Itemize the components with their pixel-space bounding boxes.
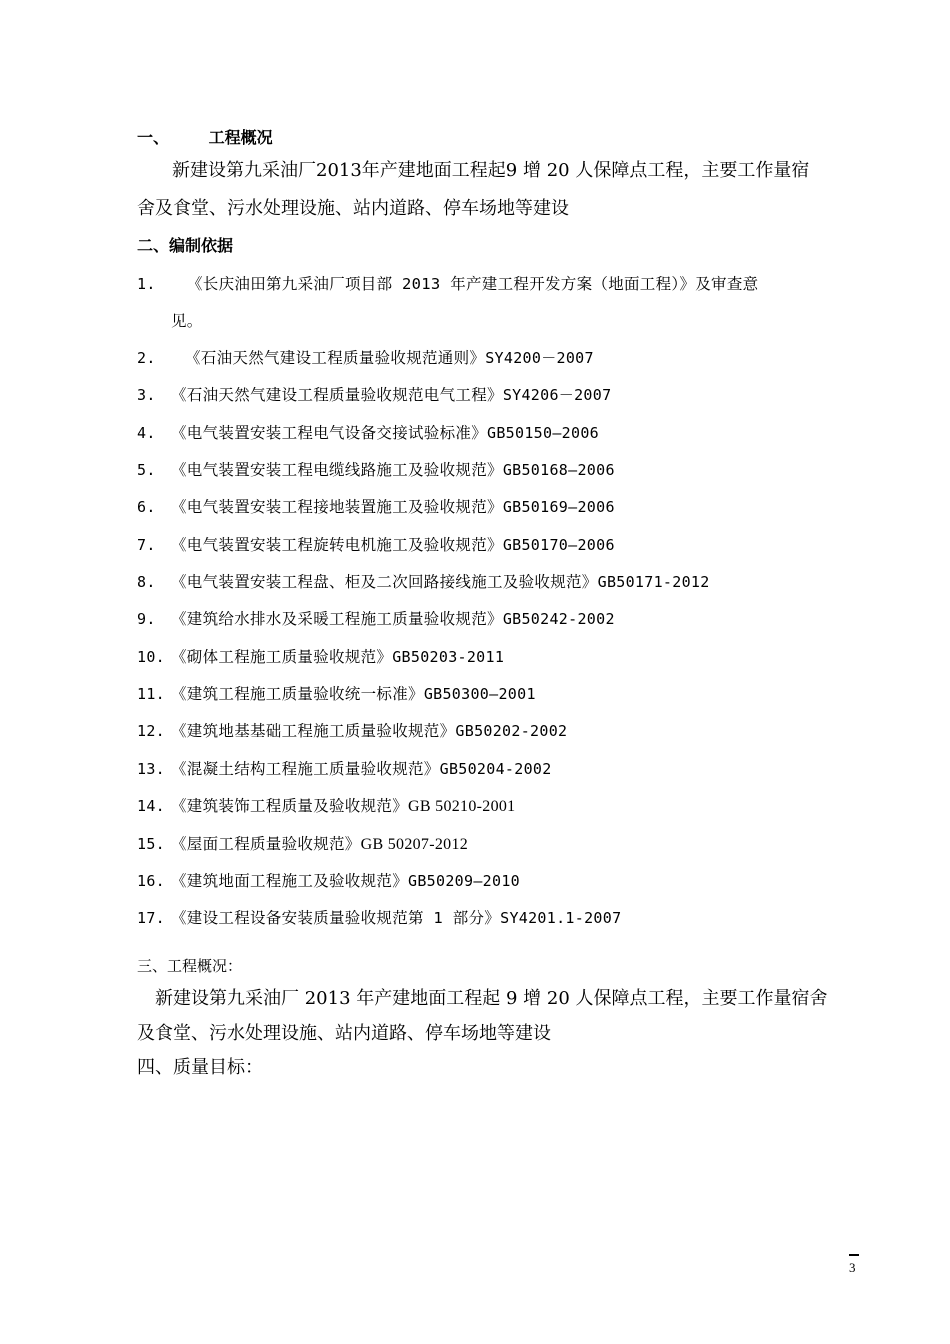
reference-title: 《电气装置安装工程接地装置施工及验收规范》 bbox=[171, 498, 503, 516]
reference-title: 《长庆油田第九采油厂项目部 2013 年产建工程开发方案（地面工程）》及审查意 bbox=[187, 275, 759, 293]
reference-title: 《混凝土结构工程施工质量验收规范》 bbox=[171, 760, 440, 778]
reference-number: 14. bbox=[137, 797, 165, 815]
section-3-paragraph-line-1: 新建设第九采油厂 2013 年产建地面工程起 9 增 20 人保障点工程，主要工作量宿舍 bbox=[155, 988, 828, 1009]
reference-title: 《电气装置安装工程电气设备交接试验标准》 bbox=[171, 424, 488, 442]
reference-code: GB50171-2012 bbox=[597, 573, 710, 591]
reference-number: 9. bbox=[137, 610, 156, 628]
reference-item-3 bbox=[137, 385, 611, 405]
reference-title: 《砌体工程施工质量验收规范》 bbox=[171, 648, 393, 666]
reference-item-2 bbox=[137, 348, 594, 368]
reference-code: GB50170—2006 bbox=[502, 536, 615, 554]
reference-title: 《电气装置安装工程盘、柜及二次回路接线施工及验收规范》 bbox=[171, 573, 598, 591]
section-1-paragraph-line-2: 舍及食堂、污水处理设施、站内道路、停车场地等建设 bbox=[137, 198, 569, 219]
reference-title: 《石油天然气建设工程质量验收规范通则》 bbox=[185, 349, 486, 367]
reference-number: 2. bbox=[137, 349, 156, 367]
reference-title: 《建筑地面工程施工及验收规范》 bbox=[171, 872, 409, 890]
reference-title: 《建筑装饰工程质量及验收规范》 bbox=[171, 797, 409, 815]
reference-code: SY4201.1-2007 bbox=[500, 909, 622, 927]
page-number-rule bbox=[849, 1254, 859, 1256]
reference-number: 17. bbox=[137, 909, 165, 927]
reference-code: GB50168—2006 bbox=[502, 461, 615, 479]
section-1-number: 一、 bbox=[137, 128, 170, 147]
reference-number: 5. bbox=[137, 461, 156, 479]
reference-item-1-continuation bbox=[171, 311, 203, 331]
section-1-heading bbox=[137, 128, 273, 148]
section-3-paragraph-line-2: 及食堂、污水处理设施、站内道路、停车场地等建设 bbox=[137, 1023, 551, 1044]
reference-code: GB 50207-2012 bbox=[360, 836, 469, 853]
reference-title: 《建筑给水排水及采暖工程施工质量验收规范》 bbox=[171, 610, 503, 628]
reference-item-11 bbox=[137, 684, 536, 704]
section-2-heading: 二、编制依据 bbox=[137, 236, 234, 255]
reference-item-15 bbox=[137, 834, 468, 855]
reference-item-14 bbox=[137, 796, 515, 817]
reference-code: GB50204-2002 bbox=[439, 760, 552, 778]
reference-code: GB 50210-2001 bbox=[408, 798, 516, 815]
reference-title: 《石油天然气建设工程质量验收规范电气工程》 bbox=[171, 386, 503, 404]
reference-number: 13. bbox=[137, 760, 165, 778]
reference-code: SY4206－2007 bbox=[502, 386, 612, 404]
section-4-heading: 四、质量目标： bbox=[137, 1057, 263, 1078]
reference-title: 《电气装置安装工程电缆线路施工及验收规范》 bbox=[171, 461, 503, 479]
section-1-title: 工程概况 bbox=[208, 128, 273, 147]
reference-code: GB50209—2010 bbox=[408, 872, 520, 890]
reference-item-6 bbox=[137, 497, 615, 517]
reference-code: GB50300—2001 bbox=[423, 685, 536, 703]
section-1-paragraph-line-1: 新建设第九采油厂2013年产建地面工程起9 增 20 人保障点工程，主要工作量宿 bbox=[172, 160, 810, 181]
section-3-heading: 三、工程概况： bbox=[137, 957, 243, 975]
reference-title-continuation: 见。 bbox=[171, 312, 203, 330]
reference-title: 《建筑地基基础工程施工质量验收规范》 bbox=[171, 722, 456, 740]
reference-item-12 bbox=[137, 721, 567, 741]
page-number: 3 bbox=[849, 1260, 856, 1275]
reference-code: SY4200－2007 bbox=[485, 349, 594, 367]
reference-number: 6. bbox=[137, 498, 156, 516]
reference-title: 《建设工程设备安装质量验收规范第 1 部分》 bbox=[171, 909, 501, 927]
reference-number: 12. bbox=[137, 722, 165, 740]
reference-number: 10. bbox=[137, 648, 165, 666]
reference-number: 8. bbox=[137, 573, 156, 591]
reference-code: GB50202-2002 bbox=[455, 722, 568, 740]
reference-number: 15. bbox=[137, 835, 165, 853]
reference-item-5 bbox=[137, 460, 615, 480]
reference-item-4 bbox=[137, 423, 599, 443]
reference-number: 7. bbox=[137, 536, 156, 554]
reference-item-1 bbox=[137, 274, 758, 294]
reference-item-17 bbox=[137, 908, 621, 928]
reference-item-8 bbox=[137, 572, 710, 592]
reference-number: 3. bbox=[137, 386, 156, 404]
reference-title: 《建筑工程施工质量验收统一标准》 bbox=[171, 685, 424, 703]
reference-title: 《电气装置安装工程旋转电机施工及验收规范》 bbox=[171, 536, 503, 554]
reference-code: GB50203-2011 bbox=[392, 648, 505, 666]
reference-number: 4. bbox=[137, 424, 156, 442]
reference-code: GB50150—2006 bbox=[487, 424, 599, 442]
reference-item-16 bbox=[137, 871, 520, 891]
reference-code: GB50242-2002 bbox=[502, 610, 615, 628]
reference-item-7 bbox=[137, 535, 615, 555]
reference-item-10 bbox=[137, 647, 504, 667]
reference-title: 《屋面工程质量验收规范》 bbox=[171, 835, 361, 853]
reference-code: GB50169—2006 bbox=[502, 498, 615, 516]
reference-number: 1. bbox=[137, 275, 156, 293]
reference-item-13 bbox=[137, 759, 552, 779]
reference-number: 11. bbox=[137, 685, 165, 703]
reference-item-9 bbox=[137, 609, 615, 629]
reference-number: 16. bbox=[137, 872, 165, 890]
